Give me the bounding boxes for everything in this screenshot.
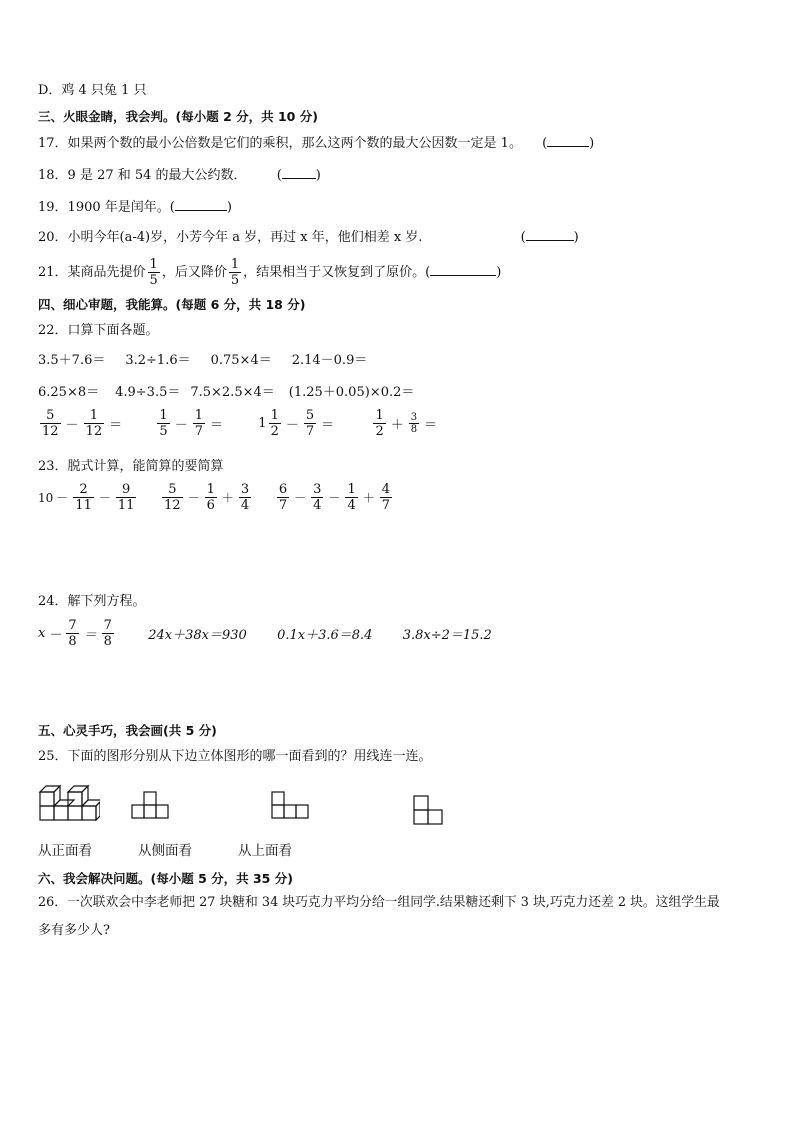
question-17-text: 17．如果两个数的最小公倍数是它们的乘积，那么这两个数的最大公因数一定是 1。 — [38, 136, 522, 151]
fraction-one-fifth: $\frac{1}{5}$ — [149, 257, 158, 288]
equation-c: 0.1x＋3.6＝8.4 — [277, 628, 373, 643]
q23-expr-a: 10 － $\frac{2}{11}$ － $\frac{9}{11}$ — [38, 482, 135, 513]
fraction-expr-b: $\frac{1}{5}$ － $\frac{1}{7}$ ＝ — [159, 408, 223, 439]
q23-expr-b: $\frac{5}{12}$ － $\frac{1}{6}$ ＋ $\frac{3}{4}$ — [164, 482, 250, 513]
solid-figure — [38, 780, 100, 826]
q23-expressions — [38, 482, 394, 513]
calc-item: 2.14－0.9＝ — [291, 353, 368, 368]
answer-blank-18[interactable]: ( ) — [276, 168, 321, 183]
question-18 — [38, 166, 321, 185]
equation-a: x － $\frac{7}{8}$ ＝ $\frac{7}{8}$ — [38, 618, 112, 649]
question-21: 21．某商品先提价 $\frac{1}{5}$ ，后又降价 $\frac{1}{5}$ ，结果相当于又恢复到了原价。( ) — [38, 257, 502, 288]
q24-equations — [38, 618, 492, 649]
equation-d: 3.8x÷2＝15.2 — [402, 628, 492, 643]
fraction-expr-c: 1 $\frac{1}{2}$ － $\frac{5}{7}$ ＝ — [258, 408, 335, 439]
view-label-front: 从正面看 — [38, 843, 92, 859]
question-26-line-2: 多有多少人? — [38, 923, 110, 938]
view-shape-2 — [270, 790, 320, 824]
q23-expr-c: $\frac{6}{7}$ － $\frac{3}{4}$ － $\frac{1}{4}$ ＋ $\frac{4}{7}$ — [278, 482, 391, 513]
question-19 — [38, 198, 232, 217]
calc-row-1 — [38, 352, 367, 370]
view-labels — [38, 842, 292, 860]
calc-row-2 — [38, 384, 414, 402]
calc-item: 0.75×4＝ — [210, 353, 272, 368]
option-d: D．鸡 4 只兔 1 只 — [38, 83, 147, 98]
answer-blank-21[interactable]: ( ) — [425, 265, 502, 280]
question-20-text: 20．小明今年(a-4)岁，小芳今年 a 岁，再过 x 年，他们相差 x 岁. — [38, 230, 423, 245]
question-24: 24．解下列方程。 — [38, 594, 146, 609]
view-shape-3 — [412, 786, 452, 828]
fraction-calc-row — [38, 408, 440, 439]
view-shape-1 — [130, 790, 170, 824]
calc-item: 6.25×8＝ — [38, 385, 100, 400]
calc-item: 3.2÷1.6＝ — [125, 353, 191, 368]
question-19-text: 19．1900 年是闰年。 — [38, 200, 170, 215]
fraction-expr-d: $\frac{1}{2}$ ＋ $\frac{3}{8}$ ＝ — [375, 408, 438, 439]
view-label-side: 从侧面看 — [138, 843, 192, 859]
answer-blank-17[interactable]: ( ) — [542, 136, 595, 151]
calc-item: 3.5＋7.6＝ — [38, 353, 106, 368]
question-22: 22．口算下面各题。 — [38, 323, 159, 338]
section-6-heading: 六、我会解决问题。(每小题 5 分，共 35 分) — [38, 871, 293, 886]
calc-item: 7.5×2.5×4＝ — [190, 385, 275, 400]
question-25: 25．下面的图形分别从下边立体图形的哪一面看到的？用线连一连。 — [38, 749, 432, 764]
view-label-top: 从上面看 — [238, 843, 292, 859]
calc-item: 4.9÷3.5＝ — [115, 385, 181, 400]
section-3-heading: 三、火眼金睛，我会判。(每小题 2 分，共 10 分) — [38, 109, 318, 124]
question-17 — [38, 134, 594, 153]
equation-b: 24x＋38x＝930 — [148, 628, 247, 643]
section-5-heading: 五、心灵手巧，我会画(共 5 分) — [38, 723, 217, 738]
question-20 — [38, 228, 579, 247]
section-4-heading: 四、细心审题，我能算。(每题 6 分，共 18 分) — [38, 297, 306, 312]
calc-item: (1.25＋0.05)×0.2＝ — [288, 385, 415, 400]
question-18-text: 18．9 是 27 和 54 的最大公约数． — [38, 168, 247, 183]
question-23: 23．脱式计算，能简算的要简算 — [38, 459, 224, 474]
answer-blank-19[interactable]: ( ) — [169, 200, 232, 215]
question-26-line-1: 26．一次联欢会中李老师把 27 块糖和 34 块巧克力平均分给一组同学.结果糖还剩下 3 块,巧克力还差 2 块。这组学生最 — [38, 895, 720, 910]
fraction-expr-a: $\frac{5}{12}$ － $\frac{1}{12}$ ＝ — [42, 408, 123, 439]
answer-blank-20[interactable]: ( ) — [520, 230, 579, 245]
fraction-one-fifth: $\frac{1}{5}$ — [230, 257, 240, 288]
